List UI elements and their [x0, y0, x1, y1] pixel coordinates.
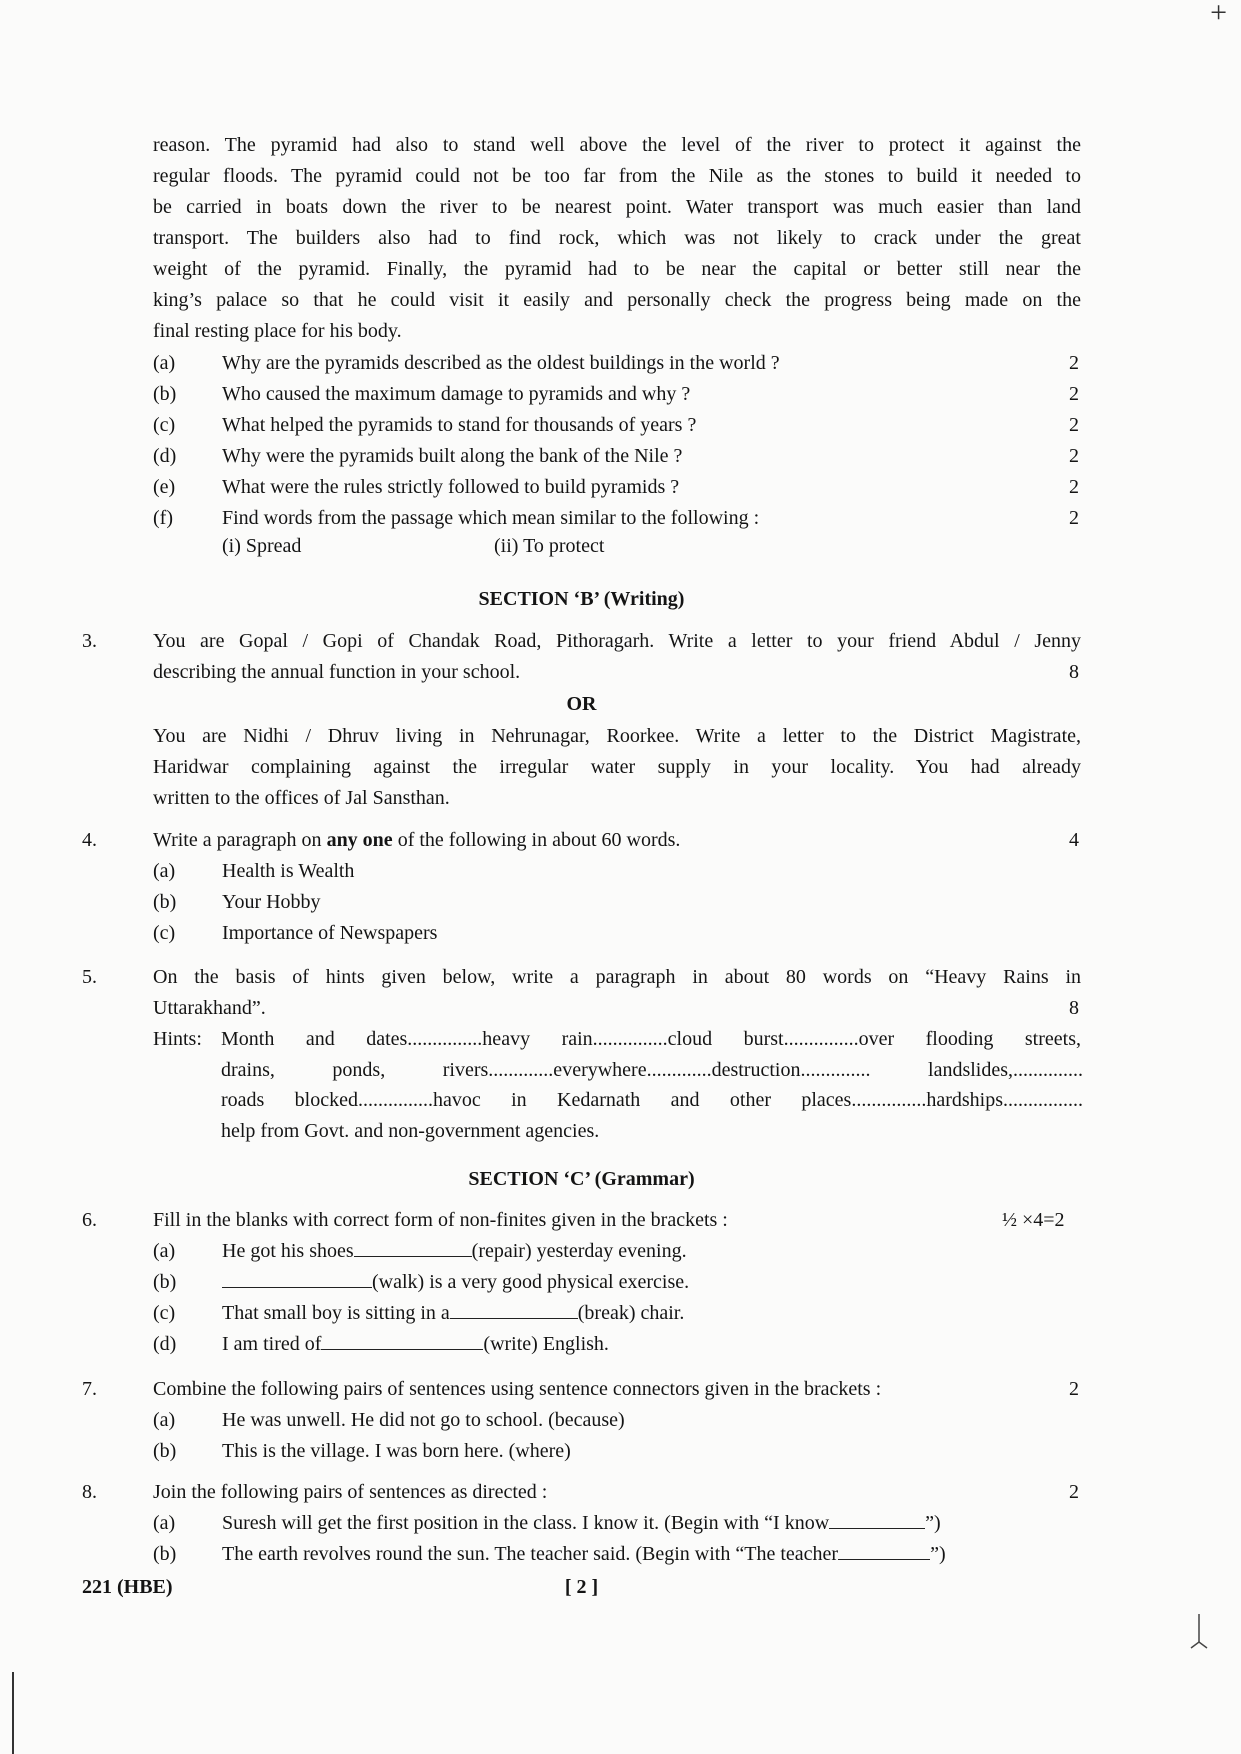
- question-text: Why were the pyramids built along the bank of the Nile ?: [222, 445, 683, 467]
- question-text: Find words from the passage which mean similar to the following :: [222, 507, 760, 529]
- question-marks: ½ ×4=2: [1002, 1209, 1065, 1231]
- question-text: You are Gopal / Gopi of Chandak Road, Pithoragarh. Write a letter to your friend Abdul / Jenny: [153, 630, 1081, 652]
- question-text: On the basis of hints given below, write a paragraph in about 80 words on “Heavy Rains in: [153, 966, 1081, 988]
- passage-line: regular floods. The pyramid could not be too far from the Nile as the stones to build it needed to: [153, 165, 1081, 187]
- fill-blank-item: I am tired of (write) English.: [222, 1333, 609, 1355]
- question-marks: 2: [1069, 1481, 1079, 1503]
- answer-blank: [321, 1333, 483, 1350]
- hint-text: Month and dates...............heavy rain...............cloud burst...............over flooding streets,: [221, 1028, 1081, 1050]
- question-label: (c): [153, 922, 176, 944]
- question-label: (a): [153, 860, 176, 882]
- question-number: 4.: [82, 829, 97, 851]
- page-number: [ 2 ]: [564, 1576, 599, 1598]
- question-marks: 2: [1069, 383, 1079, 405]
- question-label: (b): [153, 1271, 177, 1293]
- question-text: You are Nidhi / Dhruv living in Nehrunagar, Roorkee. Write a letter to the District Magistrate,: [153, 725, 1081, 747]
- question-text: Uttarakhand”.: [153, 997, 266, 1019]
- question-text: written to the offices of Jal Sansthan.: [153, 787, 450, 809]
- question-label: (c): [153, 1302, 176, 1324]
- question-marks: 4: [1069, 829, 1079, 851]
- question-marks: 2: [1069, 414, 1079, 436]
- fill-blank-item: That small boy is sitting in a (break) chair.: [222, 1302, 685, 1324]
- answer-blank: [450, 1302, 578, 1319]
- passage-line: king’s palace so that he could visit it easily and personally check the progress being made on the: [153, 289, 1081, 311]
- question-number: 7.: [82, 1378, 97, 1400]
- registration-mark: +: [1210, 0, 1227, 29]
- question-marks: 2: [1069, 1378, 1079, 1400]
- question-text: Haridwar complaining against the irregular water supply in your locality. You had already: [153, 756, 1081, 778]
- topic-option: Your Hobby: [222, 891, 321, 913]
- section-c-heading: SECTION ‘C’ (Grammar): [468, 1168, 695, 1190]
- passage-line: weight of the pyramid. Finally, the pyramid had to be near the capital or better still near the: [153, 258, 1081, 280]
- question-marks: 8: [1069, 661, 1079, 683]
- hint-text: roads blocked...............havoc in Kedarnath and other places...............hardships................: [221, 1089, 1083, 1111]
- question-label: (b): [153, 891, 177, 913]
- question-label: (b): [153, 383, 177, 405]
- question-text: Fill in the blanks with correct form of non-finites given in the brackets :: [153, 1209, 728, 1231]
- question-label: (b): [153, 1440, 177, 1462]
- hint-text: drains, ponds, rivers.............everywhere.............destruction.............. landslides,..............: [221, 1059, 1083, 1081]
- question-number: 5.: [82, 966, 97, 988]
- synonym-item: (i) Spread: [222, 535, 302, 557]
- hints-label: Hints:: [153, 1028, 202, 1050]
- question-text: Combine the following pairs of sentences using sentence connectors given in the brackets :: [153, 1378, 882, 1400]
- join-item: The earth revolves round the sun. The teacher said. (Begin with “The teacher ”): [222, 1543, 946, 1565]
- fill-blank-item: (walk) is a very good physical exercise.: [222, 1271, 689, 1294]
- passage-line: final resting place for his body.: [153, 320, 402, 342]
- question-marks: 8: [1069, 997, 1079, 1019]
- join-item: Suresh will get the first position in the class. I know it. (Begin with “I know ”): [222, 1512, 941, 1534]
- question-marks: 2: [1069, 445, 1079, 467]
- question-label: (d): [153, 1333, 177, 1355]
- question-text: Write a paragraph on any one of the following in about 60 words.: [153, 829, 681, 851]
- question-label: (a): [153, 1240, 176, 1262]
- topic-option: Health is Wealth: [222, 860, 355, 882]
- answer-blank: [838, 1543, 930, 1560]
- passage-line: reason. The pyramid had also to stand well above the level of the river to protect it against the: [153, 134, 1081, 156]
- question-label: (c): [153, 414, 176, 436]
- passage-line: be carried in boats down the river to be nearest point. Water transport was much easier than land: [153, 196, 1081, 218]
- section-b-heading: SECTION ‘B’ (Writing): [478, 588, 685, 610]
- question-text: What were the rules strictly followed to build pyramids ?: [222, 476, 680, 498]
- question-label: (a): [153, 1512, 176, 1534]
- question-text: Join the following pairs of sentences as directed :: [153, 1481, 548, 1503]
- combine-item: He was unwell. He did not go to school. (because): [222, 1409, 625, 1431]
- answer-blank: [829, 1512, 925, 1529]
- question-text: Why are the pyramids described as the oldest buildings in the world ?: [222, 352, 780, 374]
- registration-pin-mark: [1186, 1612, 1212, 1652]
- question-label: (a): [153, 1409, 176, 1431]
- question-number: 6.: [82, 1209, 97, 1231]
- scan-edge-line: [12, 1672, 14, 1754]
- question-marks: 2: [1069, 476, 1079, 498]
- passage-line: transport. The builders also had to find rock, which was not likely to crack under the great: [153, 227, 1081, 249]
- question-label: (b): [153, 1543, 177, 1565]
- question-text: describing the annual function in your school.: [153, 661, 521, 683]
- synonym-item: (ii) To protect: [494, 535, 605, 557]
- question-label: (a): [153, 352, 176, 374]
- question-text: Who caused the maximum damage to pyramids and why ?: [222, 383, 691, 405]
- hint-text: help from Govt. and non-government agencies.: [221, 1120, 600, 1142]
- topic-option: Importance of Newspapers: [222, 922, 438, 944]
- question-label: (f): [153, 507, 173, 529]
- question-label: (e): [153, 476, 176, 498]
- question-number: 3.: [82, 630, 97, 652]
- answer-blank: [222, 1271, 372, 1288]
- paper-code: 221 (HBE): [82, 1576, 173, 1598]
- question-marks: 2: [1069, 352, 1079, 374]
- answer-blank: [354, 1240, 472, 1257]
- combine-item: This is the village. I was born here. (where): [222, 1440, 571, 1462]
- or-divider: OR: [566, 693, 597, 715]
- question-label: (d): [153, 445, 177, 467]
- question-text: What helped the pyramids to stand for thousands of years ?: [222, 414, 697, 436]
- fill-blank-item: He got his shoes (repair) yesterday evening.: [222, 1240, 687, 1262]
- question-marks: 2: [1069, 507, 1079, 529]
- question-number: 8.: [82, 1481, 97, 1503]
